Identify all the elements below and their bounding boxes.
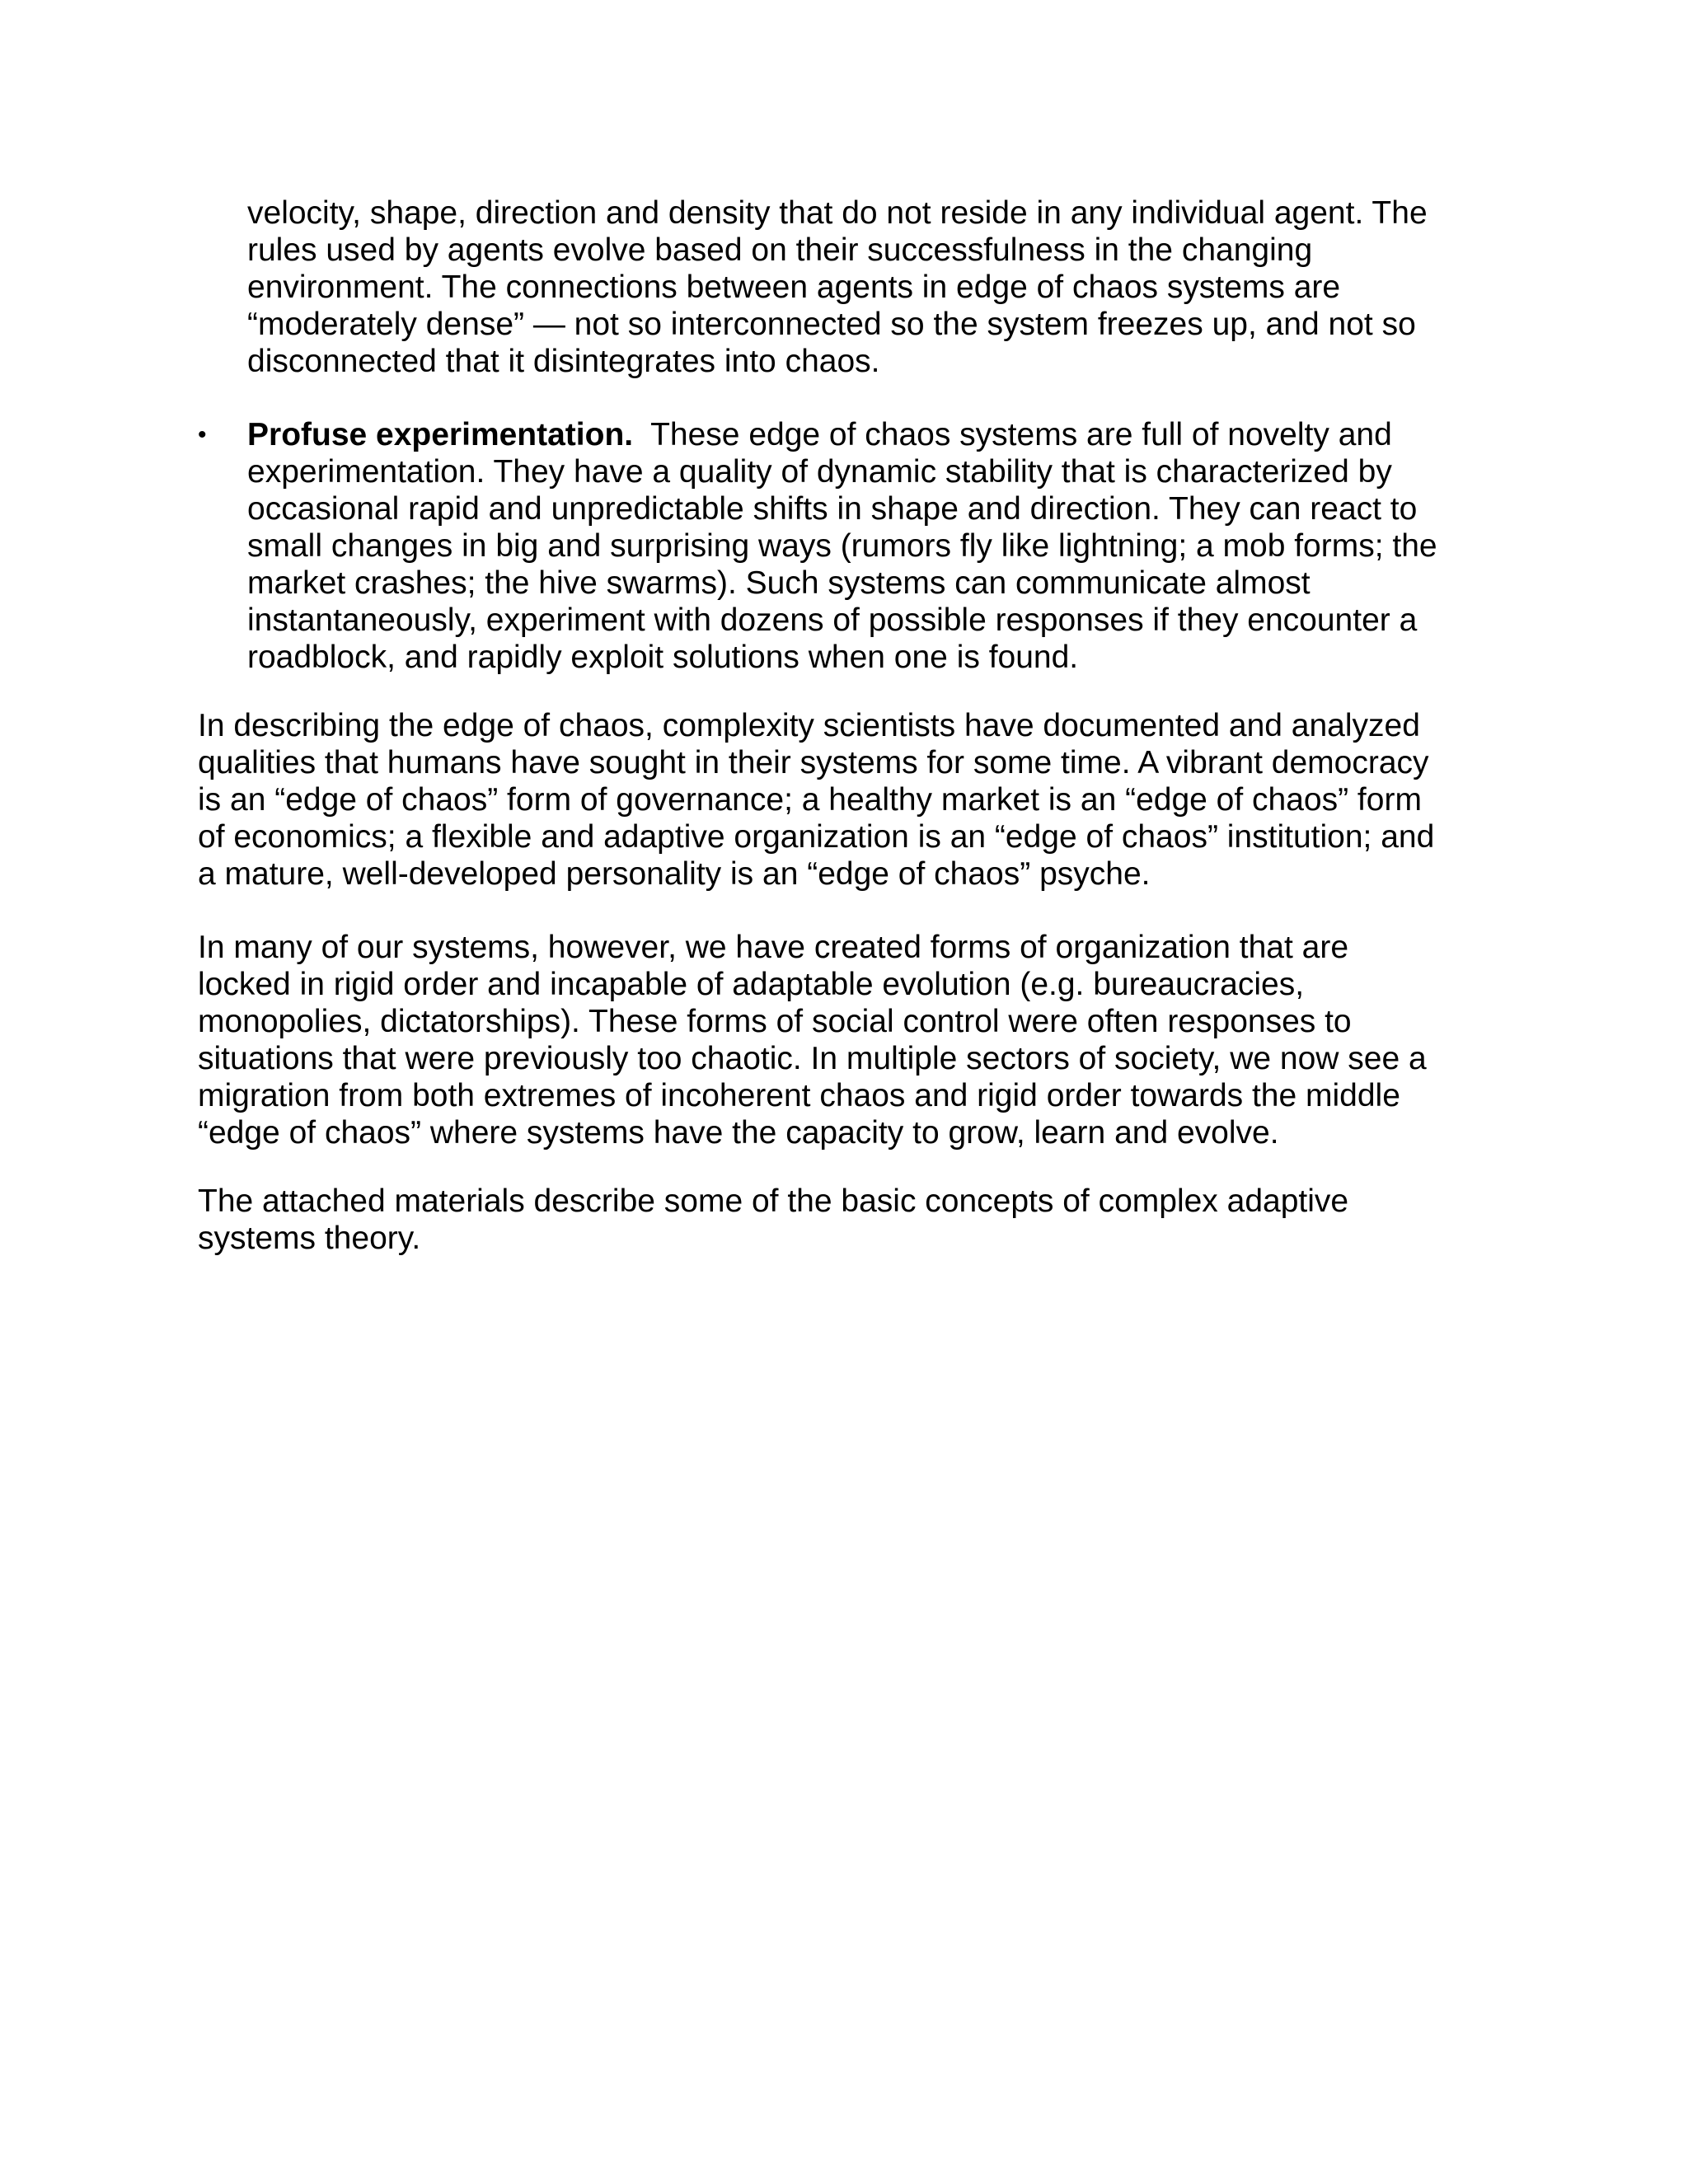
bullet-body (198, 416, 1500, 676)
text-line: disconnected that it disintegrates into chaos. (247, 344, 880, 379)
text-line: In many of our systems, however, we have created forms of organization that are (198, 930, 1349, 965)
text-line: a mature, well-developed personality is an “edge of chaos” psyche. (198, 856, 1151, 892)
bullet-icon: • (198, 421, 207, 448)
text-line: qualities that humans have sought in their systems for some time. A vibrant democracy (198, 745, 1429, 780)
paragraph-edge-of-chaos (198, 707, 1500, 893)
bullet-first-line (247, 416, 1500, 453)
text-line: monopolies, dictatorships). These forms of social control were often responses to (198, 1004, 1352, 1039)
text-line: systems theory. (198, 1221, 421, 1256)
document-page (198, 194, 1500, 1257)
text-line: “edge of chaos” where systems have the capacity to grow, learn and evolve. (198, 1115, 1279, 1151)
text-line: locked in rigid order and incapable of adaptable evolution (e.g. bureaucracies, (198, 967, 1305, 1002)
bullet-heading: Profuse experimentation. (247, 417, 634, 452)
paragraph-systems-organization (198, 929, 1500, 1151)
text-line: small changes in big and surprising ways (rumors fly like lightning; a mob forms; the (247, 528, 1437, 564)
text-line: roadblock, and rapidly exploit solutions when one is found. (247, 640, 1079, 675)
text-line: rules used by agents evolve based on their successfulness in the changing (247, 232, 1313, 268)
text-line: market crashes; the hive swarms). Such systems can communicate almost (247, 565, 1311, 601)
text-line: instantaneously, experiment with dozens of possible responses if they encounter a (247, 602, 1418, 638)
bullet-first-line-text: These edge of chaos systems are full of novelty and (633, 417, 1392, 452)
continuation-paragraph (198, 194, 1500, 380)
bullet-item-profuse-experimentation (198, 416, 1500, 676)
text-line: The attached materials describe some of the basic concepts of complex adaptive (198, 1183, 1349, 1219)
text-line: of economics; a flexible and adaptive organization is an “edge of chaos” institution; and (198, 819, 1435, 855)
text-line: velocity, shape, direction and density that do not reside in any individual agent. The (247, 195, 1428, 231)
text-line: is an “edge of chaos” form of governance; a healthy market is an “edge of chaos” form (198, 782, 1422, 818)
paragraph-attached-materials (198, 1183, 1500, 1257)
text-line: situations that were previously too chaotic. In multiple sectors of society, we now see a (198, 1041, 1427, 1076)
text-line: “moderately dense” — not so interconnected so the system freezes up, and not so (247, 307, 1416, 342)
text-line: environment. The connections between agents in edge of chaos systems are (247, 269, 1341, 305)
text-line: migration from both extremes of incoherent chaos and rigid order towards the middle (198, 1078, 1400, 1113)
text-line: occasional rapid and unpredictable shifts in shape and direction. They can react to (247, 491, 1418, 527)
text-line: experimentation. They have a quality of dynamic stability that is characterized by (247, 454, 1392, 490)
text-line: In describing the edge of chaos, complexity scientists have documented and analyzed (198, 708, 1420, 743)
